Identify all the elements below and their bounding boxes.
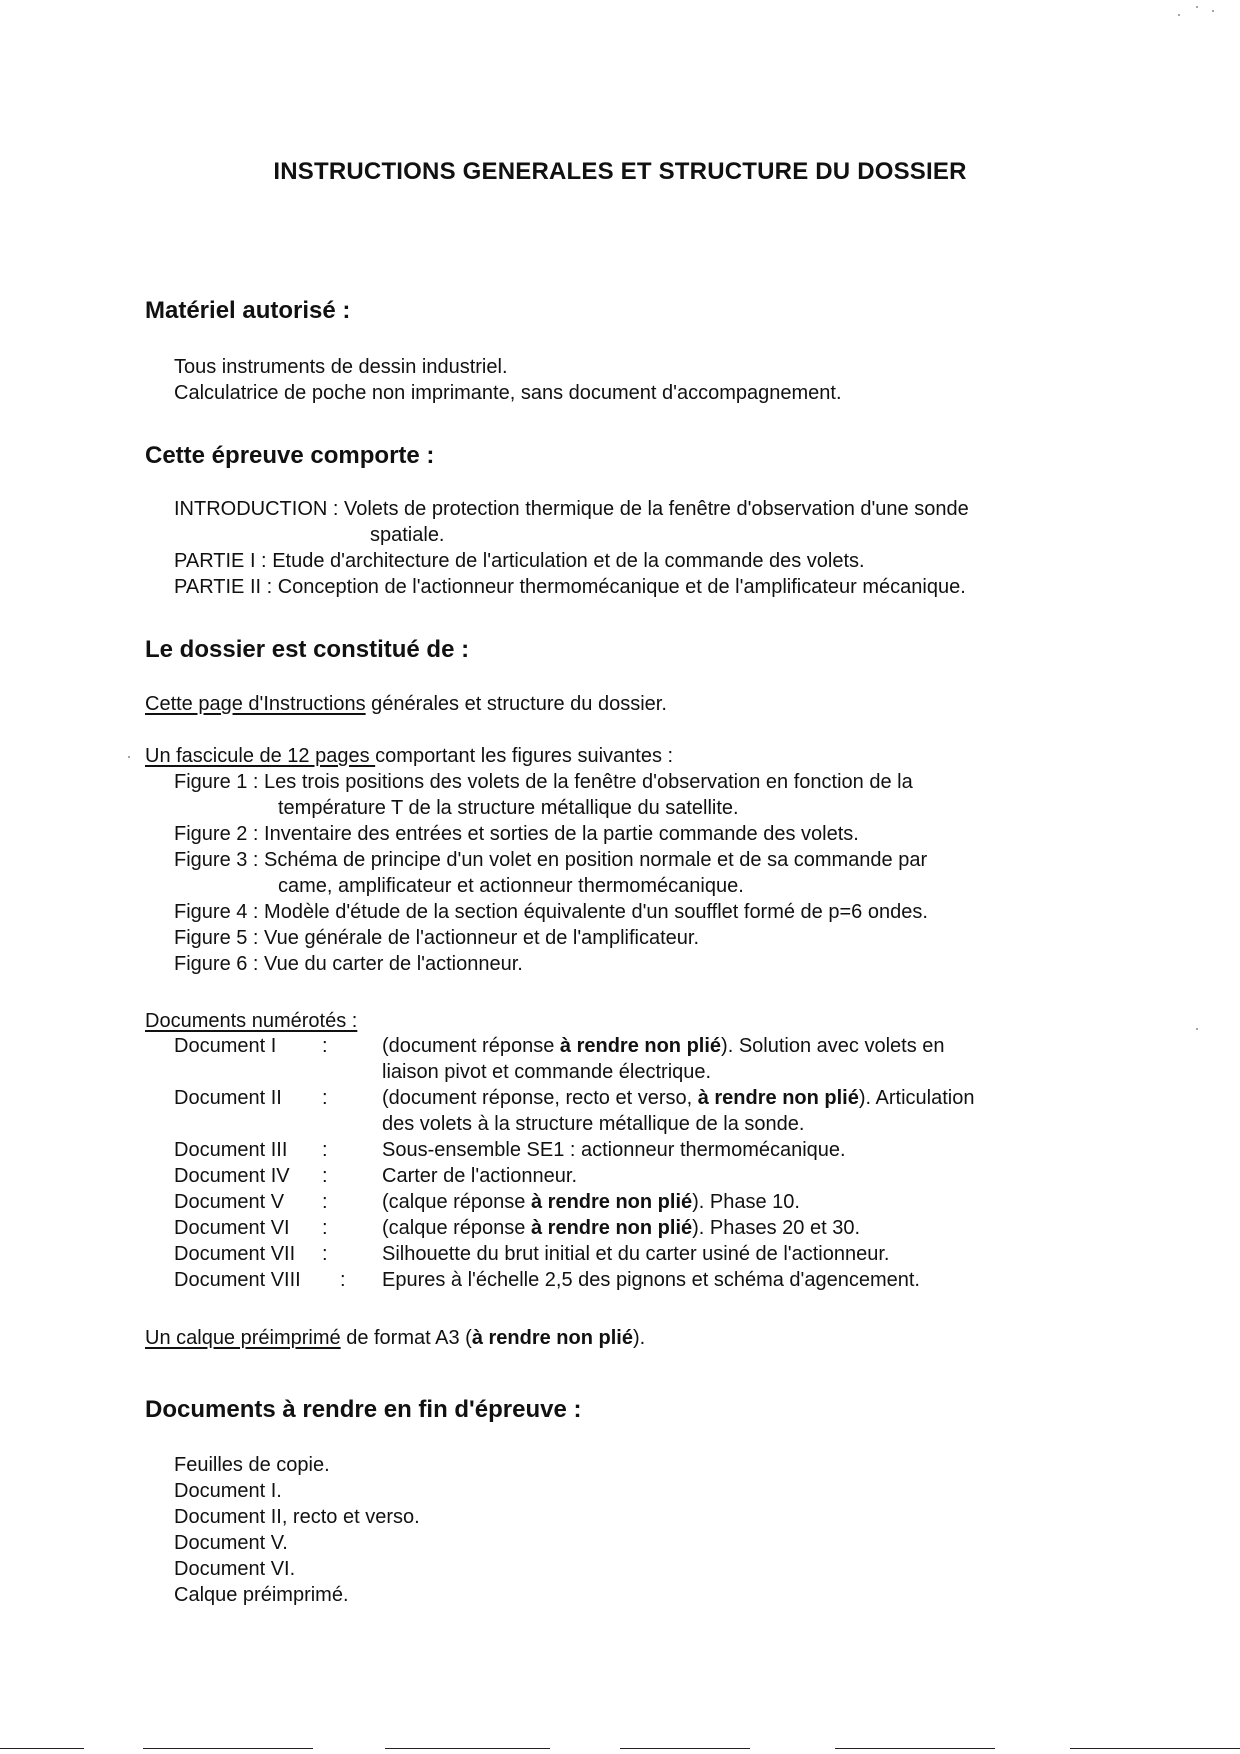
document-4-text: Carter de l'actionneur. [382, 1165, 578, 1187]
scan-speck [1196, 1028, 1198, 1030]
document-1-cont: liaison pivot et commande électrique. [382, 1061, 712, 1083]
colon: : [322, 1191, 328, 1213]
figure-label: Figure 3 : [174, 849, 265, 871]
figure-3 [174, 848, 927, 872]
doc-post: ). Articulation [858, 1087, 975, 1109]
page-instructions-line [145, 692, 667, 716]
intro-continuation: spatiale. [370, 524, 445, 546]
epreuve-partie-1 [174, 549, 865, 573]
fascicule-line [145, 744, 673, 768]
page-instructions-link: Cette page d'Instructions [145, 693, 366, 715]
footer-rule [385, 1748, 550, 1749]
doc-pre: (calque réponse [382, 1191, 531, 1213]
rendre-item: Document V. [174, 1532, 288, 1554]
colon: : [322, 1035, 328, 1057]
document-7-label: Document VII [174, 1243, 296, 1265]
figure-text: Vue générale de l'actionneur et de l'amplificateur. [264, 927, 699, 949]
documents-heading: Documents numérotés : [145, 1010, 358, 1032]
scan-speck [128, 756, 130, 758]
footer-rule [1070, 1748, 1240, 1749]
document-4-label: Document IV [174, 1165, 290, 1187]
figure-6 [174, 952, 523, 976]
doc-post: ). Phase 10. [692, 1191, 800, 1213]
scan-speck [1178, 14, 1180, 16]
partie1-text: Etude d'architecture de l'articulation et de la commande des volets. [272, 550, 865, 572]
figure-label: Figure 1 : [174, 771, 265, 793]
document-1-text [382, 1033, 945, 1059]
calque-pre: de format A3 ( [340, 1327, 472, 1349]
figure-text: Modèle d'étude de la section équivalente d'un soufflet formé de p=6 ondes. [264, 901, 928, 923]
fascicule-link: Un fascicule de 12 pages [145, 745, 376, 767]
figure-label: Figure 6 : [174, 953, 265, 975]
document-6-text [382, 1215, 860, 1241]
document-8-label: Document VIII [174, 1269, 301, 1291]
figure-4 [174, 900, 928, 924]
doc-bold: à rendre non plié [530, 1191, 693, 1213]
document-2-label: Document II [174, 1087, 282, 1109]
rendre-item: Feuilles de copie. [174, 1454, 330, 1476]
figure-3-cont: came, amplificateur et actionneur thermomécanique. [278, 875, 744, 897]
partie1-label: PARTIE I : [174, 550, 273, 572]
epreuve-introduction [174, 497, 969, 521]
page-instructions-rest: générales et structure du dossier. [365, 693, 667, 715]
heading-materiel: Matériel autorisé : [145, 297, 351, 324]
document-5-text [382, 1189, 800, 1215]
document-7-text: Silhouette du brut initial et du carter usiné de l'actionneur. [382, 1243, 890, 1265]
doc-pre: (document réponse [382, 1035, 560, 1057]
doc-bold: à rendre non plié [697, 1087, 859, 1109]
figure-text: Vue du carter de l'actionneur. [264, 953, 523, 975]
doc-post: ). Phases 20 et 30. [692, 1217, 861, 1239]
document-2-cont: des volets à la structure métallique de la sonde. [382, 1113, 805, 1135]
epreuve-partie-2 [174, 575, 966, 599]
document-1-label: Document I [174, 1035, 277, 1057]
figure-1-cont: température T de la structure métallique du satellite. [278, 797, 739, 819]
doc-post: ). Solution avec volets en [721, 1035, 945, 1057]
figure-text: Les trois positions des volets de la fenêtre d'observation en fonction de la [264, 771, 913, 793]
document-3-text: Sous-ensemble SE1 : actionneur thermomécanique. [382, 1139, 846, 1161]
figure-label: Figure 2 : [174, 823, 265, 845]
doc-bold: à rendre non plié [530, 1217, 693, 1239]
footer-rule [835, 1748, 995, 1749]
calque-link: Un calque préimprimé [145, 1327, 341, 1349]
heading-epreuve: Cette épreuve comporte : [145, 442, 435, 469]
calque-line [145, 1326, 645, 1350]
figure-5 [174, 926, 699, 950]
rendre-item: Document I. [174, 1480, 282, 1502]
figure-label: Figure 5 : [174, 927, 265, 949]
colon: : [322, 1165, 328, 1187]
doc-bold: à rendre non plié [559, 1035, 722, 1057]
page-title: INSTRUCTIONS GENERALES ET STRUCTURE DU DOSSIER [273, 158, 967, 185]
colon: : [340, 1269, 346, 1291]
materiel-line-2: Calculatrice de poche non imprimante, sans document d'accompagnement. [174, 382, 842, 404]
footer-rule [620, 1748, 750, 1749]
doc-pre: (calque réponse [382, 1217, 531, 1239]
document-2-text [382, 1085, 974, 1111]
intro-text: Volets de protection thermique de la fenêtre d'observation d'une sonde [344, 498, 969, 520]
figure-1 [174, 770, 913, 794]
partie2-text: Conception de l'actionneur thermomécanique et de l'amplificateur mécanique. [277, 576, 966, 598]
colon: : [322, 1087, 328, 1109]
document-6-label: Document VI [174, 1217, 290, 1239]
rendre-item: Calque préimprimé. [174, 1584, 349, 1606]
footer-rule [143, 1748, 313, 1749]
calque-bold: à rendre non plié [471, 1327, 633, 1349]
scan-speck [1196, 6, 1198, 8]
figure-text: Inventaire des entrées et sorties de la partie commande des volets. [264, 823, 859, 845]
rendre-item: Document VI. [174, 1558, 296, 1580]
figure-label: Figure 4 : [174, 901, 265, 923]
figure-2 [174, 822, 859, 846]
colon: : [322, 1139, 328, 1161]
colon: : [322, 1243, 328, 1265]
heading-rendre: Documents à rendre en fin d'épreuve : [145, 1396, 582, 1423]
document-8-text: Epures à l'échelle 2,5 des pignons et schéma d'agencement. [382, 1269, 920, 1291]
document-5-label: Document V [174, 1191, 285, 1213]
scan-speck [1212, 10, 1214, 12]
footer-rule [0, 1748, 84, 1749]
doc-pre: (document réponse, recto et verso, [382, 1087, 698, 1109]
intro-label: INTRODUCTION : [174, 498, 344, 520]
calque-post: ). [632, 1327, 646, 1349]
partie2-label: PARTIE II : [174, 576, 278, 598]
fascicule-rest: comportant les figures suivantes : [375, 745, 674, 767]
heading-dossier: Le dossier est constitué de : [145, 636, 470, 663]
rendre-item: Document II, recto et verso. [174, 1506, 420, 1528]
figure-text: Schéma de principe d'un volet en position normale et de sa commande par [264, 849, 928, 871]
document-3-label: Document III [174, 1139, 288, 1161]
materiel-line-1: Tous instruments de dessin industriel. [174, 356, 508, 378]
colon: : [322, 1217, 328, 1239]
